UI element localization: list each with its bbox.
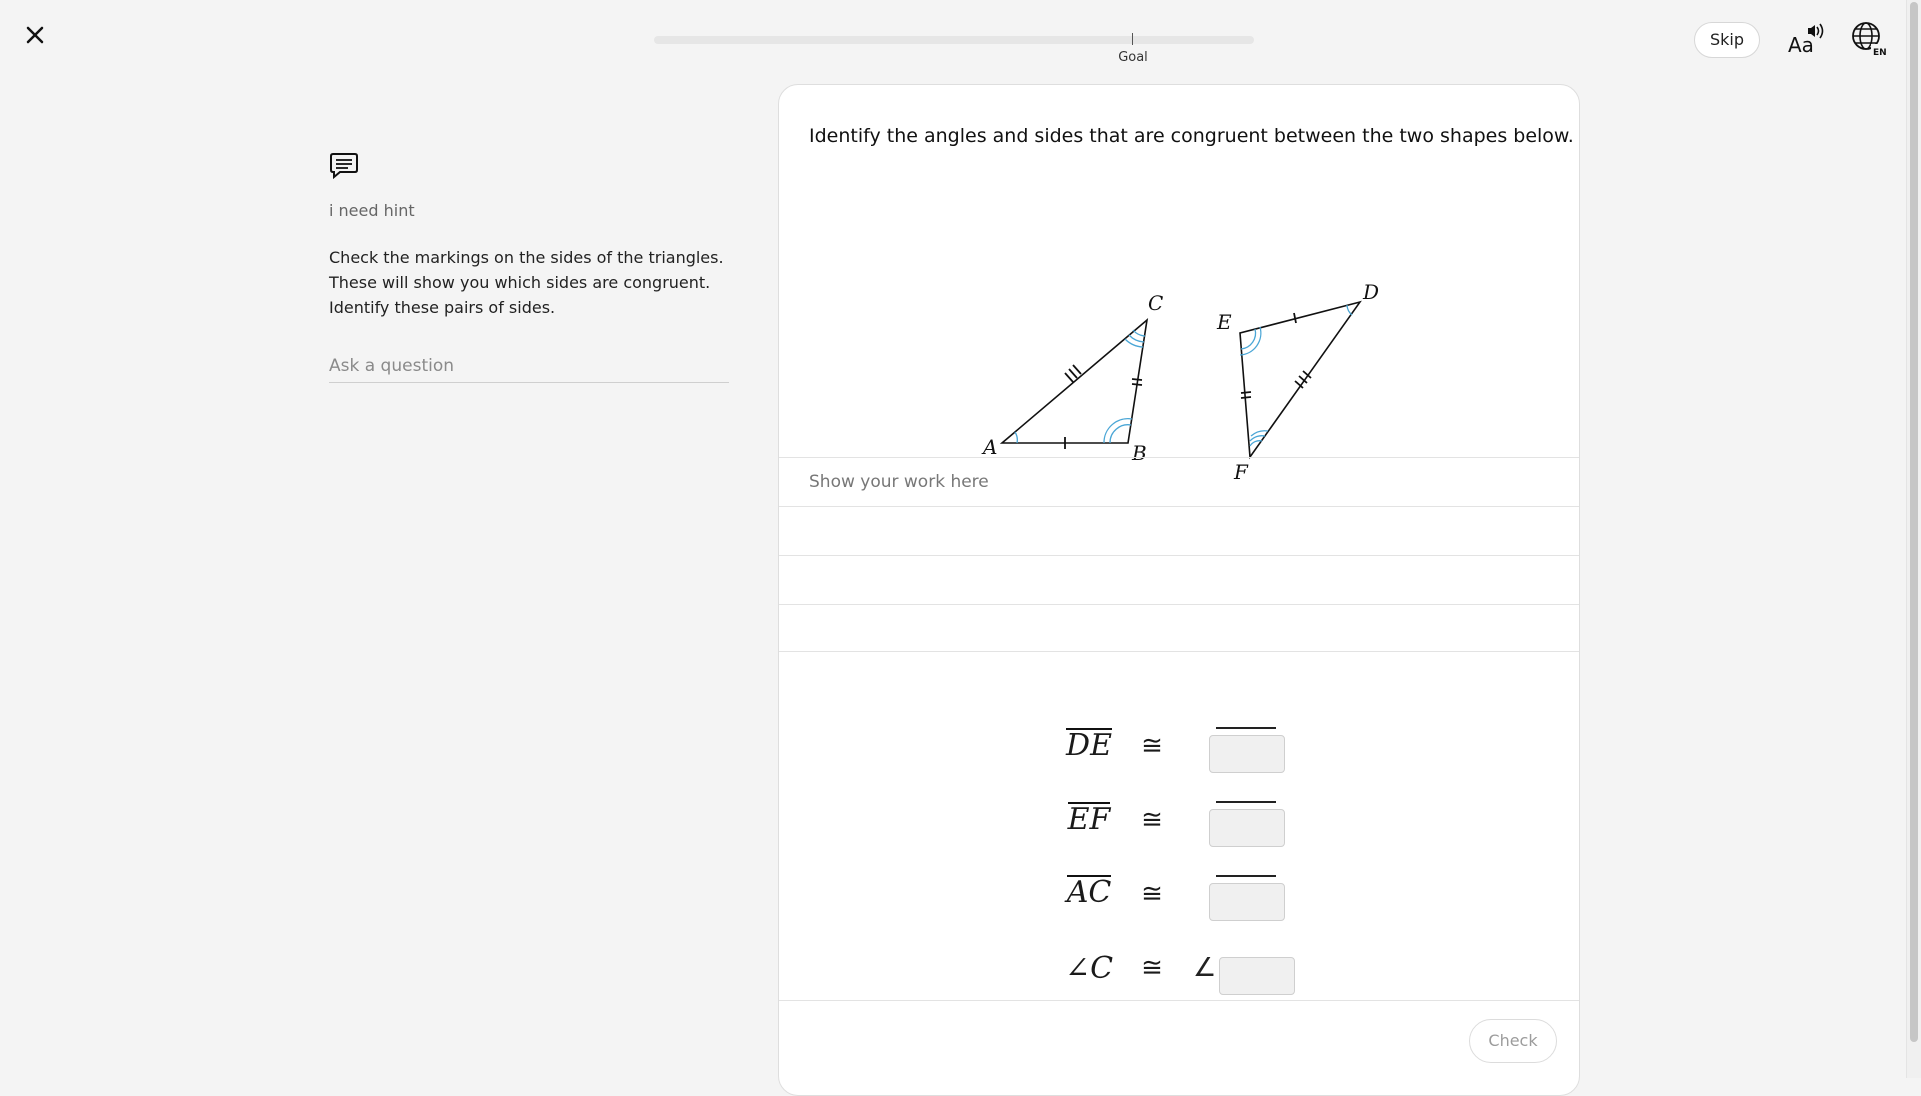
progress-bar	[654, 36, 1254, 44]
text-to-speech-icon[interactable]	[1786, 22, 1826, 58]
work-area-row[interactable]	[779, 457, 1579, 506]
congruent-symbol: ≅	[1141, 731, 1163, 761]
answer-overline	[1216, 727, 1276, 729]
label-b: B	[1132, 441, 1147, 465]
label-e: E	[1217, 310, 1232, 334]
card-footer-divider	[779, 1000, 1579, 1001]
answer-overline	[1216, 875, 1276, 877]
work-area-row[interactable]	[779, 506, 1579, 555]
check-button[interactable]: Check	[1469, 1019, 1557, 1063]
answer-input-de[interactable]	[1209, 735, 1285, 773]
close-icon[interactable]	[20, 20, 50, 50]
angle-symbol: ∠	[1193, 953, 1217, 983]
ask-question-input[interactable]	[329, 350, 729, 383]
statement-lhs	[1059, 875, 1119, 910]
angle-c-label: ∠C	[1064, 951, 1114, 986]
work-area-divider	[779, 651, 1579, 653]
hint-text: Check the markings on the sides of the triangles. These will show you which sides are congruent. Identify these pairs of sides.	[329, 248, 724, 317]
chat-bubble-icon[interactable]	[328, 150, 360, 182]
label-f: F	[1234, 460, 1248, 484]
triangle-def	[1240, 302, 1360, 457]
skip-button[interactable]: Skip	[1694, 22, 1760, 58]
svg-text:Aa: Aa	[1788, 33, 1814, 57]
scrollbar[interactable]	[1906, 0, 1921, 1078]
congruent-symbol: ≅	[1141, 953, 1163, 983]
answer-input-angle[interactable]	[1219, 957, 1295, 995]
question-prompt: Identify the angles and sides that are congruent between the two shapes below.	[809, 125, 1574, 147]
label-c: C	[1148, 291, 1164, 315]
label-a: A	[983, 435, 998, 459]
triangles-figure	[949, 185, 1399, 485]
segment-ac: AC	[1066, 875, 1112, 910]
answer-overline	[1216, 801, 1276, 803]
globe-language-icon[interactable]	[1850, 20, 1890, 58]
language-code: EN	[1873, 48, 1887, 58]
work-area-row[interactable]	[779, 604, 1579, 653]
hint-title: i need hint	[329, 201, 415, 220]
label-d: D	[1363, 280, 1380, 304]
answer-input-ef[interactable]	[1209, 809, 1285, 847]
show-work-input[interactable]	[809, 458, 1509, 506]
scrollbar-thumb[interactable]	[1910, 2, 1918, 1042]
question-card	[778, 84, 1580, 1096]
segment-ef: EF	[1067, 802, 1111, 837]
goal-marker	[1132, 33, 1133, 45]
statement-lhs	[1059, 802, 1119, 837]
congruent-symbol: ≅	[1141, 805, 1163, 835]
answer-input-ac[interactable]	[1209, 883, 1285, 921]
goal-label: Goal	[1118, 50, 1148, 65]
work-area-row[interactable]	[779, 555, 1579, 604]
statement-lhs	[1059, 728, 1119, 763]
segment-de: DE	[1066, 728, 1112, 763]
congruent-symbol: ≅	[1141, 879, 1163, 909]
